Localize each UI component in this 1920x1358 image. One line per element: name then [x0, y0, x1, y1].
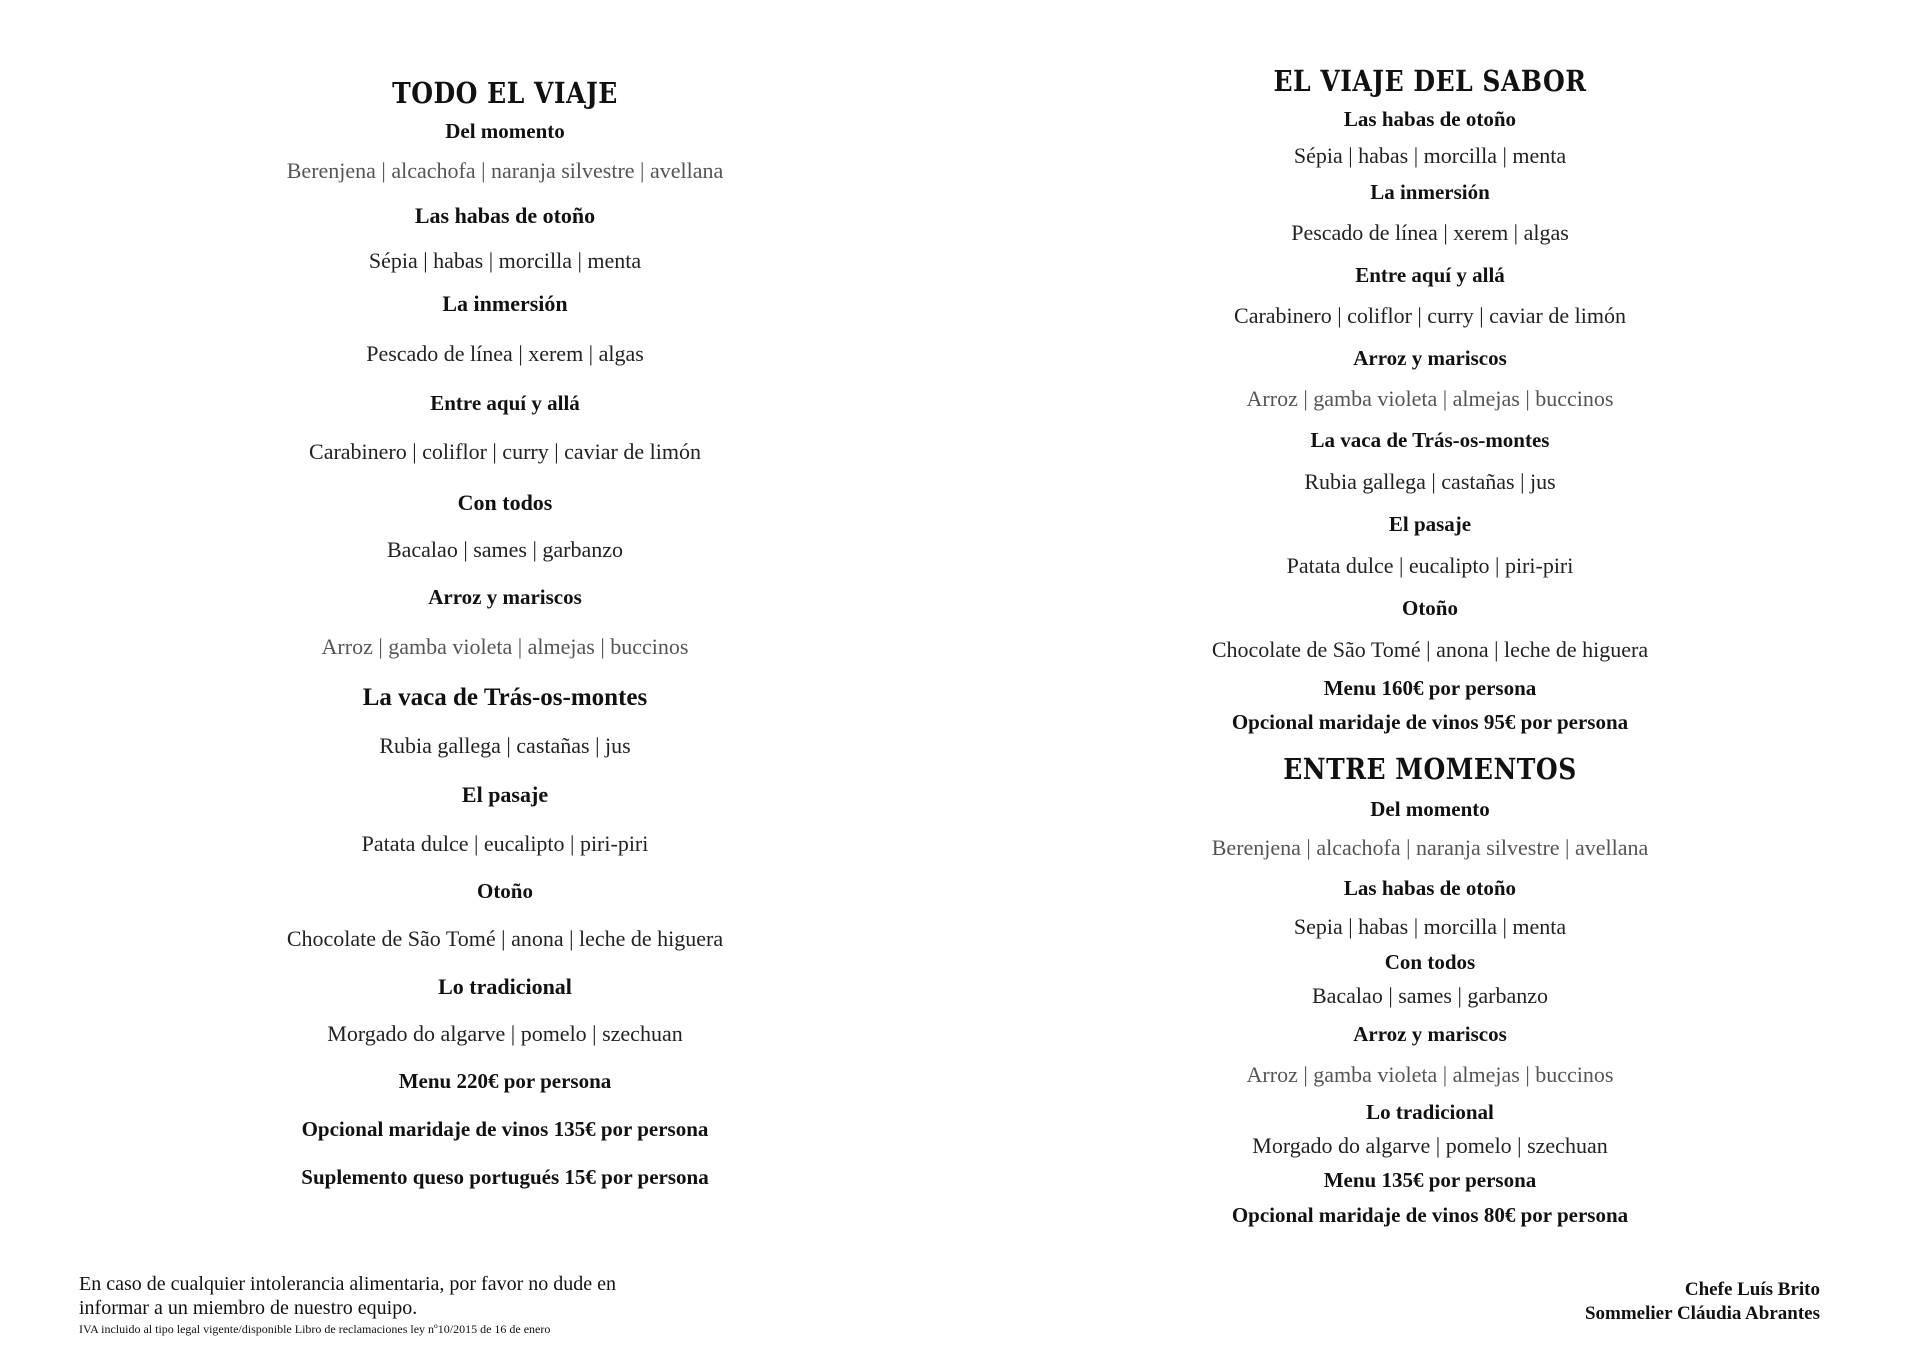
wine-pairing-price: Opcional maridaje de vinos 135€ por persona	[301, 1117, 709, 1141]
dish-description: Arroz | gamba violeta | almejas | buccinos	[321, 634, 689, 659]
dish-name: El pasaje	[461, 782, 549, 807]
menu-todo-el-viaje	[200, 76, 810, 1200]
dish-description: Berenjena | alcachofa | naranja silvestre | avellana	[1211, 835, 1649, 860]
wine-pairing-price: Opcional maridaje de vinos 95€ por persona	[1231, 710, 1629, 734]
dish-description: Morgado do algarve | pomelo | szechuan	[1252, 1133, 1608, 1158]
dish-name: Otoño	[476, 879, 533, 903]
menu-price: Menu 160€ por persona	[1323, 676, 1537, 700]
dish-name: Las habas de otoño	[1343, 876, 1517, 900]
wine-pairing-price: Opcional maridaje de vinos 80€ por persona	[1231, 1203, 1629, 1227]
dish-description: Carabinero | coliflor | curry | caviar de limón	[1234, 303, 1626, 328]
dish-description: Arroz | gamba violeta | almejas | buccinos	[1246, 386, 1614, 411]
menu-title: EL VIAJE DEL SABOR	[1273, 64, 1587, 99]
dish-name: Entre aquí y allá	[1355, 263, 1505, 287]
dish-description: Pescado de línea | xerem | algas	[366, 341, 644, 366]
dish-description: Morgado do algarve | pomelo | szechuan	[327, 1021, 683, 1046]
dish-name: Otoño	[1401, 596, 1458, 620]
menu-title: ENTRE MOMENTOS	[1283, 752, 1577, 787]
dish-name: Arroz y mariscos	[1353, 1022, 1507, 1046]
dish-description: Patata dulce | eucalipto | piri-piri	[361, 831, 649, 856]
dish-description: Carabinero | coliflor | curry | caviar de limón	[309, 439, 701, 464]
dish-name: Con todos	[457, 490, 553, 515]
dish-name: Las habas de otoño	[1343, 107, 1517, 131]
sommelier-credit: Sommelier Cláudia Abrantes	[1584, 1303, 1820, 1324]
menu-el-viaje-del-sabor	[1150, 64, 1710, 740]
dish-name: Lo tradicional	[1366, 1100, 1494, 1124]
menu-right-column	[1150, 64, 1710, 1234]
cheese-supplement-price: Suplemento queso portugués 15€ por persona	[301, 1165, 709, 1189]
staff-credits	[1585, 1278, 1820, 1326]
dish-name: Con todos	[1384, 950, 1476, 974]
dish-description: Chocolate de São Tomé | anona | leche de higuera	[1211, 637, 1649, 662]
menu-entre-momentos	[1150, 750, 1710, 1234]
dish-name: La vaca de Trás-os-montes	[1310, 428, 1550, 452]
dish-description: Arroz | gamba violeta | almejas | buccinos	[1246, 1062, 1614, 1087]
dish-name: Arroz y mariscos	[428, 585, 582, 609]
dish-description: Pescado de línea | xerem | algas	[1291, 220, 1569, 245]
allergy-notice	[79, 1272, 779, 1337]
dish-description: Rubia gallega | castañas | jus	[379, 733, 631, 758]
menu-price: Menu 135€ por persona	[1323, 1168, 1537, 1192]
menu-price: Menu 220€ por persona	[398, 1069, 612, 1093]
dish-description: Rubia gallega | castañas | jus	[1304, 469, 1556, 494]
dish-description: Bacalao | sames | garbanzo	[386, 537, 624, 562]
chef-credit: Chefe Luís Brito	[1684, 1279, 1820, 1300]
dish-name: Arroz y mariscos	[1353, 346, 1507, 370]
dish-description: Berenjena | alcachofa | naranja silvestre | avellana	[286, 158, 724, 183]
dish-name: El pasaje	[1388, 512, 1472, 536]
dish-description: Sépia | habas | morcilla | menta	[1293, 143, 1567, 168]
legal-notice: IVA incluido al tipo legal vigente/disponible Libro de reclamaciones ley nº10/2015 de 16 de enero	[79, 1322, 551, 1336]
dish-name: Entre aquí y allá	[430, 391, 580, 415]
dish-description: Sépia | habas | morcilla | menta	[368, 248, 642, 273]
dish-name: Del momento	[1370, 797, 1490, 821]
dish-name: La inmersión	[1370, 180, 1490, 204]
dish-description: Patata dulce | eucalipto | piri-piri	[1286, 553, 1574, 578]
dish-name: La vaca de Trás-os-montes	[362, 684, 648, 711]
menu-title: TODO EL VIAJE	[392, 76, 618, 111]
dish-name: Las habas de otoño	[414, 203, 596, 228]
dish-name: Lo tradicional	[438, 974, 572, 999]
allergy-notice-line: informar a un miembro de nuestro equipo.	[79, 1297, 418, 1319]
dish-name: Del momento	[445, 119, 565, 143]
dish-description: Sepia | habas | morcilla | menta	[1293, 914, 1567, 939]
dish-description: Bacalao | sames | garbanzo	[1311, 983, 1549, 1008]
allergy-notice-line: En caso de cualquier intolerancia alimentaria, por favor no dude en	[79, 1273, 616, 1295]
dish-description: Chocolate de São Tomé | anona | leche de higuera	[286, 926, 724, 951]
dish-name: La inmersión	[442, 291, 568, 316]
